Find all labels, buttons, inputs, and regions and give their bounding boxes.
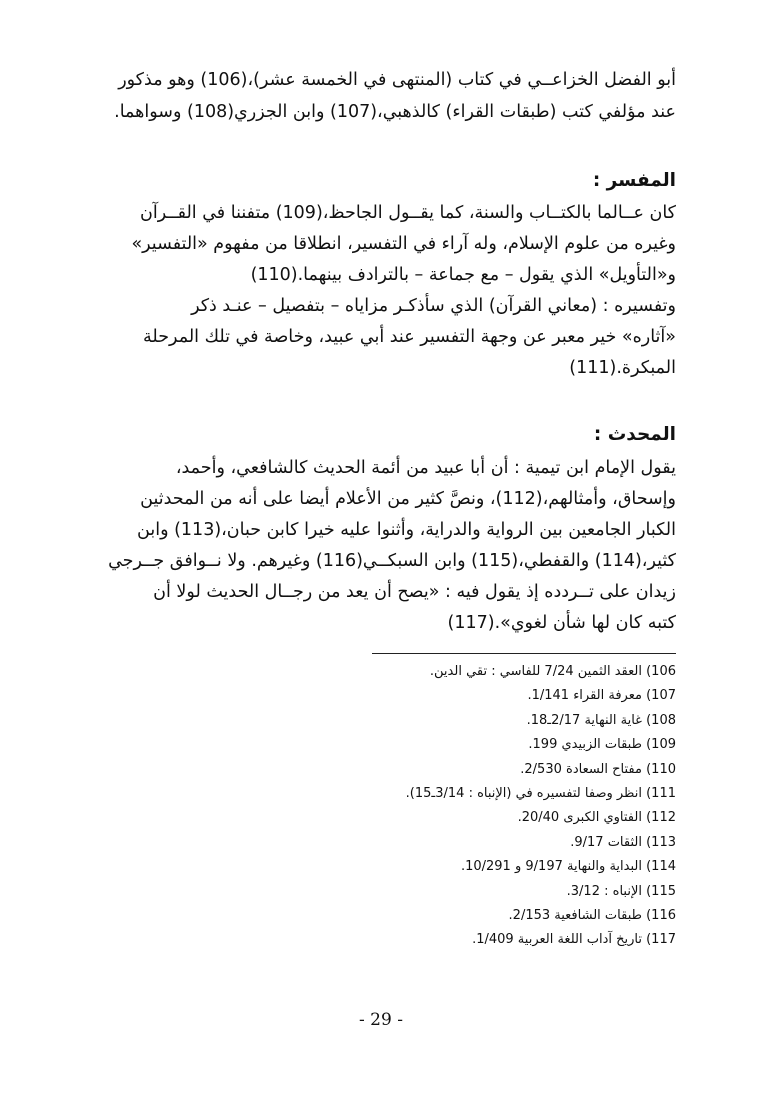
text-line: كتبه كان لها شأن لغوي».(117): [447, 613, 676, 633]
text-line: وتفسيره : (معاني القرآن) الذي سأذكـر مزاياه – بتفصيل – عنـد ذكر: [191, 296, 676, 316]
footnote-item: 114) البداية والنهاية 9/197 و 10/291.: [460, 859, 676, 875]
footnote-item: 115) الإنباه : 3/12.: [566, 883, 676, 899]
text-line: يقول الإمام ابن تيمية : أن أبا عبيد من أئمة الحديث كالشافعي، وأحمد،: [175, 458, 676, 478]
footnote-item: 117) تاريخ آداب اللغة العربية 1/409.: [472, 932, 676, 948]
intro-paragraph: [82, 64, 676, 128]
text-line: كان عــالما بالكتــاب والسنة، كما يقــول الجاحظ،(109) متفننا في القــرآن: [139, 203, 676, 223]
footnote-item: 109) طبقات الزبيدي 199.: [528, 737, 676, 753]
footnote-item: 112) الفتاوي الكبرى 20/40.: [517, 810, 676, 826]
footnote-item: 116) طبقات الشافعية 2/153.: [508, 907, 676, 923]
footnote-item: 106) العقد الثمين 7/24 للفاسي : تقي الدين.: [429, 664, 676, 679]
footnote-item: 107) معرفة القراء 1/141.: [527, 688, 676, 704]
text-line: «آثاره» خير معبر عن وجهة التفسير عند أبي عبيد، وخاصة في تلك المرحلة: [143, 327, 676, 347]
footnote-item: 110) مفتاح السعادة 2/530.: [520, 761, 676, 777]
footnote-item: 108) غاية النهاية 2/17ـ18.: [526, 712, 676, 728]
text-line: أبو الفضل الخزاعــي في كتاب (المنتهى في الخمسة عشر)،(106) وهو مذكور: [118, 70, 676, 90]
footnote-item: 111) انظر وصفا لتفسيره في (الإنباه : 3/14ـ15).: [405, 785, 676, 801]
text-line: المبكرة.(111): [569, 358, 676, 378]
section-heading-muhaddith: المحدث :: [593, 424, 676, 445]
text-line: وغيره من علوم الإسلام، وله آراء في التفسير، انطلاقا من مفهوم «التفسير»: [131, 234, 676, 254]
text-line: و«التأويل» الذي يقول – مع جماعة – بالترادف بينهما.(110): [250, 265, 676, 285]
text-line: زيدان على تــردده إذ يقول فيه : «يصح أن يعد من رجــال الحديث لولا أن: [153, 582, 676, 602]
text-line: وإسحاق، وأمثالهم،(112)، ونصَّ كثير من الأعلام أيضا على أنه من المحدثين: [140, 489, 676, 509]
mufassir-paragraph: [82, 198, 676, 384]
footnote-separator: [372, 653, 676, 654]
footnotes: [256, 660, 676, 953]
footnote-item: 113) الثقات 9/17.: [570, 834, 676, 850]
section-heading-mufassir: المفسر :: [592, 170, 676, 191]
text-line: الكبار الجامعين بين الرواية والدراية، وأثنوا عليه خيرا كابن حبان،(113) وابن: [137, 520, 676, 540]
text-line: كثير،(114) والقفطي،(115) وابن السبكــي(116) وغيرهم. ولا نــوافق جــرجي: [108, 551, 676, 571]
page-number: - 29 -: [359, 1010, 403, 1030]
muhaddith-paragraph: [82, 453, 676, 639]
text-line: عند مؤلفي كتب (طبقات القراء) كالذهبي،(107) وابن الجزري(108) وسواهما.: [114, 102, 676, 122]
